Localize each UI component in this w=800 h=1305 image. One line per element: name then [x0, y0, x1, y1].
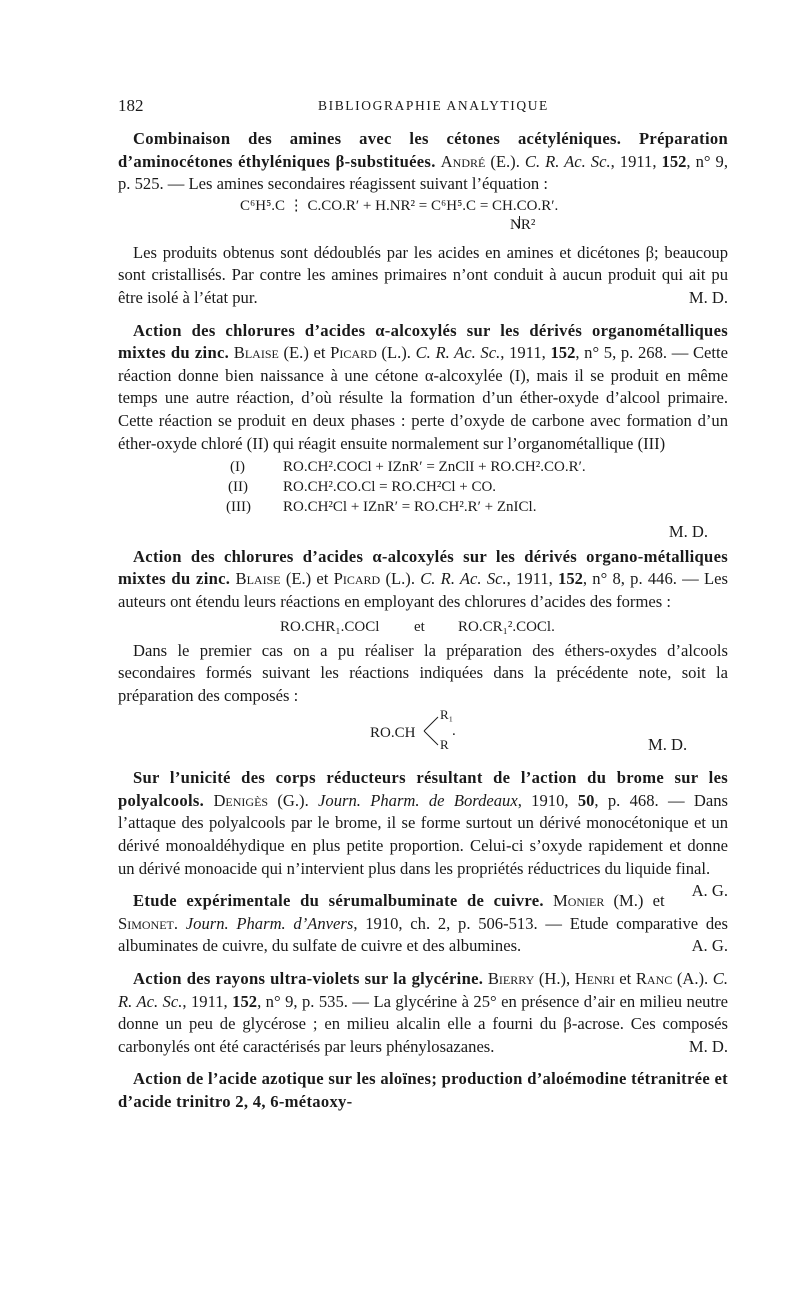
journal-name: C. R. Ac. Sc.	[415, 343, 501, 363]
article-title: Etude expérimentale du sérumalbuminate de cuivre.	[133, 891, 544, 911]
equation-text: C⁶H⁵.C ⋮ C.CO.R′ + H.NR² = C⁶H⁵.C = CH.CO.R′.	[240, 197, 559, 214]
abstract-text: , n° 5, p. 268. — Cette réaction donne bien naissance à une cétone α-alcoxylée (I), mais il se produit en même temps une autre réaction, d’où résulte la formation d’un éther-oxyde d’alcool primaire. Cette réaction se produit en deux phases : perte d’oxyde de carbone avec formation d’un éther-oxyde chloré (II) qui réagit ensuite normalement sur l’organométallique (III)	[118, 343, 728, 453]
journal-name: C. R. Ac. Sc.	[420, 569, 507, 589]
reference-text: (L.).	[376, 343, 416, 363]
volume-number: 152	[550, 343, 576, 363]
author-name: Simonet	[118, 913, 174, 933]
acid-chloride-forms	[118, 614, 728, 640]
reaction-label: (II)	[228, 479, 248, 496]
article-title: Action des rayons ultra-violets sur la glycérine.	[133, 969, 484, 989]
author-name: André	[440, 151, 486, 171]
author-name: Denigès	[213, 790, 269, 810]
reference-text: .	[173, 913, 186, 933]
author-signature: A. G.	[691, 881, 728, 901]
journal-name: C. R. Ac. Sc.	[118, 969, 728, 1011]
reaction-formula: RO.CH².CO.Cl = RO.CH²Cl + CO.	[283, 479, 497, 496]
reaction-formula: RO.CH².COCl + IZnR′ = ZnClI + RO.CH².CO.R′.	[283, 459, 586, 476]
article-chlorures-acides-1	[118, 320, 728, 544]
author-signature: M. D.	[688, 1036, 728, 1056]
formula-text: RO.CHR₁.COCl	[280, 618, 380, 635]
abstract-text: Les produits obtenus sont dédoublés par les acides en amines et dicétones β; beaucoup sont cristallisés. Par contre les amines primaires n’ont conduit à aucun produit qui ait pu être isolé à l’état pur.	[118, 242, 728, 307]
volume-number: 152	[232, 991, 258, 1011]
volume-number: 50	[577, 790, 595, 810]
abstract-text: , n° 8, p. 446. — Les auteurs ont étendu leurs réactions en employant des chlorures d’acides des formes :	[118, 569, 728, 611]
volume-number: 152	[661, 151, 687, 171]
equation-substituent: NR²	[510, 216, 536, 233]
abstract-text: , n° 9, p. 535. — La glycérine à 25° en présence d’air en milieu neutre donne un peu de glycérose ; en milieu alcalin elle a fourni du β-acrose. Ces composés carbonylés ont été caractérisés par leurs phénylosazanes.	[118, 991, 728, 1056]
journal-name: C. R. Ac. Sc.	[524, 151, 611, 171]
reference-text: , 1910,	[517, 790, 578, 810]
reaction-label: (III)	[226, 499, 251, 516]
article-chlorures-acides-2	[118, 546, 728, 756]
article-acide-azotique	[118, 1068, 728, 1113]
article-amines-cetones	[118, 128, 728, 310]
abstract-text: , p. 468. — Dans l’attaque des polyalcools par le brome, il se forme surtout un dérivé monocétonique et un dérivé monoaldéhydique en plus petite proportion. Celui-ci s’oxyde rapidement et donne un dérivé monoacide qui n’intervient plus dans les propriétés réductrices du liquide final.	[118, 790, 728, 878]
chemical-equation	[118, 196, 728, 234]
formula-period: .	[452, 723, 456, 740]
reference-text: (A.).	[672, 969, 713, 989]
author-signature: M. D.	[688, 287, 728, 307]
author-name: Picard	[333, 569, 381, 589]
formula-connector: et	[414, 618, 425, 635]
structural-formula	[118, 707, 728, 755]
article-title: Combinaison des amines avec les cétones acétyléniques. Préparation d’aminocétones éthyléniques β-substituées.	[118, 129, 728, 171]
reference-text: (E.) et	[280, 569, 334, 589]
reference-text: (L.).	[380, 569, 421, 589]
author-name: Blaise	[235, 569, 281, 589]
article-ultra-violets	[118, 968, 728, 1058]
author-name: Picard	[330, 343, 377, 363]
page-header	[118, 96, 728, 120]
abstract-text: Dans le premier cas on a pu réaliser la préparation des éthers-oxydes d’alcools secondaires formés suivant les réactions indiquées dans la précédente note, soit la préparation des composés :	[118, 640, 728, 705]
abstract-text: , 1910, ch. 2, p. 506-513. — Etude comparative des albuminates de cuivre, du sulfate de cuivre et des albumines.	[118, 913, 729, 956]
reference-text: (M.) et	[604, 891, 665, 911]
author-name: Henri	[574, 969, 615, 989]
journal-name: Journ. Pharm. d’Anvers	[185, 913, 354, 933]
main-column	[118, 128, 728, 1114]
article-serumalbuminate	[118, 890, 728, 958]
reference-text: (H.),	[534, 969, 575, 989]
author-name: Ranc	[635, 969, 673, 989]
article-title: Action des chlorures d’acides α-alcoxylés sur les dérivés organométalliques mixtes du zinc.	[118, 320, 728, 363]
author-name: Bierry	[487, 969, 535, 989]
reference-text: (E.).	[485, 151, 525, 171]
reference-text: et	[614, 969, 636, 989]
page-number: 182	[118, 96, 144, 115]
reaction-list	[118, 455, 728, 521]
journal-name: Journ. Pharm. de Bordeaux	[318, 790, 518, 810]
article-title: Action des chlorures d’acides α-alcoxylés sur les dérivés organo-métalliques mixtes du zinc.	[118, 546, 728, 589]
author-signature: A. G.	[691, 936, 728, 956]
reaction-formula: RO.CH²Cl + IZnR′ = RO.CH².R′ + ZnICl.	[283, 499, 537, 516]
volume-number: 152	[558, 569, 583, 589]
author-name: Blaise	[233, 343, 279, 363]
substituent-r1: R₁	[440, 707, 454, 723]
substituent-r: R	[440, 737, 449, 753]
running-title: BIBLIOGRAPHIE ANALYTIQUE	[318, 98, 549, 113]
abstract-text: , n° 9, p. 525. — Les amines secondaires réagissent suivant l’équation :	[118, 151, 728, 194]
reference-text: , 1911,	[182, 991, 233, 1011]
author-signature: M. D.	[668, 522, 708, 542]
reference-text: , 1911,	[610, 151, 662, 171]
reference-text: , 1911,	[506, 569, 559, 589]
article-title: Sur l’unicité des corps réducteurs résultant de l’action du brome sur les polyalcools.	[118, 768, 728, 810]
article-title: Action de l’acide azotique sur les aloïnes; production d’aloémodine tétranitrée et d’acide trinitro 2, 4, 6-métaoxy-	[118, 1069, 728, 1111]
author-name: Monier	[552, 891, 605, 911]
author-signature: M. D.	[648, 735, 688, 755]
reference-text: (G.).	[268, 790, 319, 810]
reaction-label: (I)	[230, 459, 245, 476]
reference-text: , 1911,	[500, 343, 551, 363]
formula-text: RO.CR₁².COCl.	[458, 618, 555, 635]
formula-main: RO.CH	[370, 725, 416, 742]
reference-text: (E.) et	[278, 343, 331, 363]
